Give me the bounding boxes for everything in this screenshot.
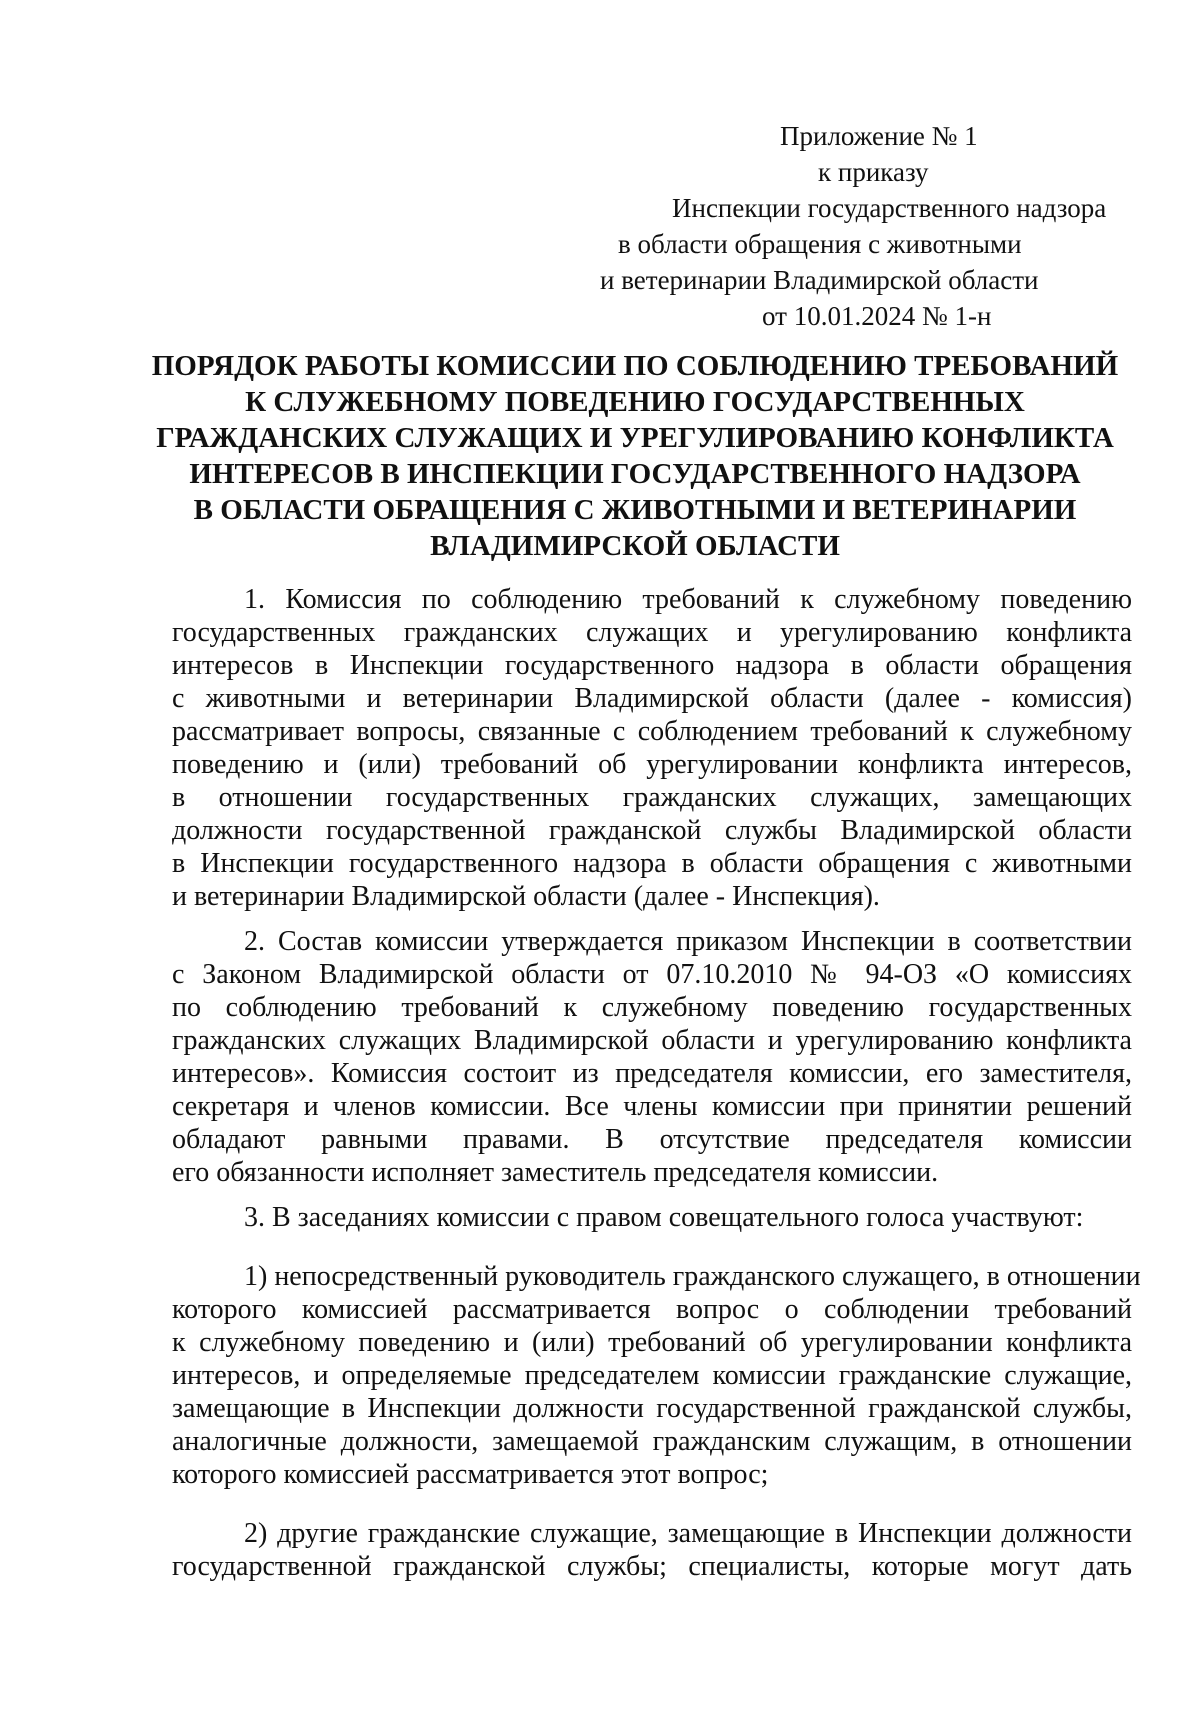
appendix-number: Приложение № 1 <box>780 121 978 151</box>
text-line: государственной гражданской службы; специалисты, которые могут дать <box>172 1551 1132 1582</box>
text-line: аналогичные должности, замещаемой гражданским служащим, в отношении <box>172 1426 1132 1457</box>
text-line: которого комиссией рассматривается вопрос о соблюдении требований <box>172 1294 1132 1325</box>
document-body <box>172 583 1141 1583</box>
title-line: ИНТЕРЕСОВ В ИНСПЕКЦИИ ГОСУДАРСТВЕННОГО НАДЗОРА <box>189 458 1081 490</box>
title-line: В ОБЛАСТИ ОБРАЩЕНИЯ С ЖИВОТНЫМИ И ВЕТЕРИНАРИИ <box>193 494 1077 526</box>
text-line: в отношении государственных гражданских служащих, замещающих <box>172 782 1132 813</box>
text-line: и ветеринарии Владимирской области (далее - Инспекция). <box>172 881 880 912</box>
appendix-order-ref: к приказу <box>818 157 929 187</box>
paragraph-2 <box>172 925 1132 1189</box>
text-line: с Законом Владимирской области от 07.10.2010 № 94-ОЗ «О комиссиях <box>172 959 1132 990</box>
text-line: 2. Состав комиссии утверждается приказом Инспекции в соответствии <box>244 926 1132 957</box>
text-line: интересов, и определяемые председателем комиссии гражданские служащие, <box>172 1360 1132 1391</box>
title-line: ГРАЖДАНСКИХ СЛУЖАЩИХ И УРЕГУЛИРОВАНИЮ КОНФЛИКТА <box>156 422 1114 454</box>
text-line: его обязанности исполняет заместитель председателя комиссии. <box>172 1157 939 1188</box>
paragraph-3-item-2 <box>172 1517 1132 1583</box>
appendix-org-line-2: в области обращения с животными <box>618 229 1022 259</box>
text-line: государственных гражданских служащих и урегулированию конфликта <box>172 617 1132 648</box>
text-line: должности государственной гражданской службы Владимирской области <box>172 815 1132 846</box>
text-line: к служебному поведению и (или) требований об урегулировании конфликта <box>172 1327 1132 1358</box>
appendix-date: от 10.01.2024 № 1-н <box>762 301 992 331</box>
title-line: ВЛАДИМИРСКОЙ ОБЛАСТИ <box>430 530 840 562</box>
text-line: интересов». Комиссия состоит из председателя комиссии, его заместителя, <box>172 1058 1132 1089</box>
text-line: обладают равными правами. В отсутствие председателя комиссии <box>172 1124 1132 1155</box>
text-line: поведению и (или) требований об урегулировании конфликта интересов, <box>172 749 1132 780</box>
paragraph-1 <box>172 583 1132 913</box>
appendix-org-line-3: и ветеринарии Владимирской области <box>600 265 1039 295</box>
appendix-header <box>600 118 1120 334</box>
text-line: замещающие в Инспекции должности государственной гражданской службы, <box>172 1393 1132 1424</box>
text-line: по соблюдению требований к служебному поведению государственных <box>172 992 1132 1023</box>
text-line: рассматривает вопросы, связанные с соблюдением требований к служебному <box>172 716 1132 747</box>
text-line: в Инспекции государственного надзора в области обращения с животными <box>172 848 1132 879</box>
text-line: которого комиссией рассматривается этот вопрос; <box>172 1459 769 1490</box>
title-line: К СЛУЖЕБНОМУ ПОВЕДЕНИЮ ГОСУДАРСТВЕННЫХ <box>245 386 1025 418</box>
text-line: интересов в Инспекции государственного надзора в области обращения <box>172 650 1132 681</box>
paragraph-3 <box>172 1201 1132 1234</box>
title-line: ПОРЯДОК РАБОТЫ КОМИССИИ ПО СОБЛЮДЕНИЮ ТРЕБОВАНИЙ <box>151 350 1119 382</box>
appendix-org-line-1: Инспекции государственного надзора <box>672 193 1107 223</box>
paragraph-3-item-1 <box>172 1260 1141 1491</box>
text-line: 1) непосредственный руководитель гражданского служащего, в отношении <box>244 1261 1141 1292</box>
text-line: гражданских служащих Владимирской области и урегулированию конфликта <box>172 1025 1132 1056</box>
document-title <box>150 348 1120 564</box>
text-line: 3. В заседаниях комиссии с правом совещательного голоса участвуют: <box>244 1202 1084 1233</box>
text-line: секретаря и членов комиссии. Все члены комиссии при принятии решений <box>172 1091 1132 1122</box>
text-line: 1. Комиссия по соблюдению требований к служебному поведению <box>244 584 1132 615</box>
text-line: 2) другие гражданские служащие, замещающие в Инспекции должности <box>244 1518 1132 1549</box>
text-line: с животными и ветеринарии Владимирской области (далее - комиссия) <box>172 683 1132 714</box>
